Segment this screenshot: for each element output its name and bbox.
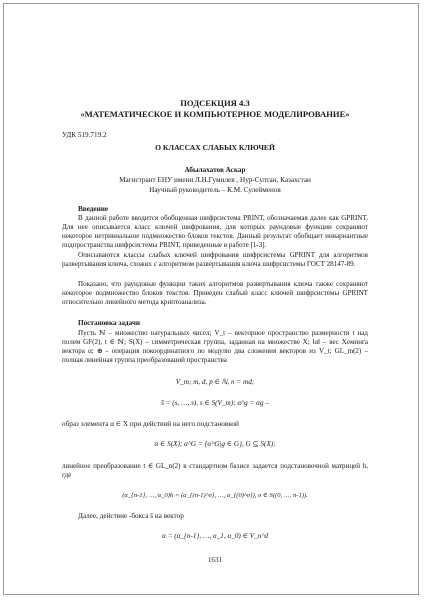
author-name: Абылахатов Аскар	[184, 166, 246, 174]
line-linear: линейное преобразование t ∈ GL_n(2) в стандартном базисе задается подстановочной матрицей h, где	[62, 462, 368, 480]
scientific-advisor: Научный руководитель – К.М. Сулейменов	[149, 186, 281, 194]
formula-2: s̄ = (s, …, s), s ∈ S(V_m); α^g = αg –	[161, 399, 269, 407]
intro-paragraph-3: Показано, что раундовые функции таких алгоритмов развертывания ключа также сохраняют некоторое подмножество блоков текстов. Приведен слабый класс ключей шифрсистемы GPRINT относительно линейного метода криптоанализа.	[62, 280, 368, 307]
intro-paragraph-1: В данной работе вводится обобщенная шифрсистема PRINT, обозначаемая далее как GPRINT. Для нее описывается класс ключей шифрования, для которых раундовые функции сохраняют некоторое нетривиальное подмножество блоков текстов. Данный результат обобщает инвариантные подпространства шифрсистемы PRINT, приведенные в работе [1-3].	[62, 214, 368, 250]
section-title: ПОДСЕКЦИЯ 4.3	[180, 98, 250, 108]
formula-5: α = (α_{n-1}, …, α_1, α_0) ∈ V_n^d	[162, 532, 268, 540]
section-subtitle: «МАТЕМАТИЧЕСКОЕ И КОМПЬЮТЕРНОЕ МОДЕЛИРОВАНИЕ»	[80, 109, 350, 119]
line-image: образ элемента α ∈ X при действий на него подстановкой	[62, 420, 239, 428]
page-number: 1631	[207, 556, 223, 564]
problem-paragraph-1: Пусть ℕ – множество натуральных чисел; V_t – векторное пространство размерности t над полем GF(2), t ∈ ℕ; S(X) – симметрическая группа, заданная на множестве X; ‖α‖ – вес Хеминга вектора α; ⊕ - операция покоординатного по модулю два сложения векторов из V_t; GL_m(2) – полная линейная группа преобразований пространства	[62, 329, 368, 365]
intro-heading: Введение	[78, 205, 109, 213]
line-then: Далее, действие -бокса s̄ на вектор	[78, 512, 184, 520]
formula-1: V_m; m, d, p ∈ ℕ, n = md;	[175, 378, 255, 386]
intro-paragraph-2: Описываются классы слабых ключей шифрования шифрсистемы GPRINT для алгоритмов развертывания ключа, схожих с алгоритмом развертывания ключа шифрсистемы ГОСТ 28147-89.	[62, 251, 368, 269]
udc-code: УДК 519.719.2	[62, 131, 107, 139]
problem-heading: Постановка задачи	[78, 319, 141, 327]
paper-title: О КЛАССАХ СЛАБЫХ КЛЮЧЕЙ	[155, 143, 275, 152]
formula-3: α ∈ S(X); α^G = {α^G|g ∈ G}, G ⊆ S(X);	[154, 440, 276, 448]
formula-4: (α_{n-1}, …, α_0)h = (α_{(n-1)^σ}, …, α_{(0)^σ}), σ ∈ S((0, …, n-1)).	[122, 492, 308, 499]
author-affiliation: Магистрант ЕНУ имени Л.Н.Гумилев , Нур-Султан, Казахстан	[119, 176, 311, 184]
